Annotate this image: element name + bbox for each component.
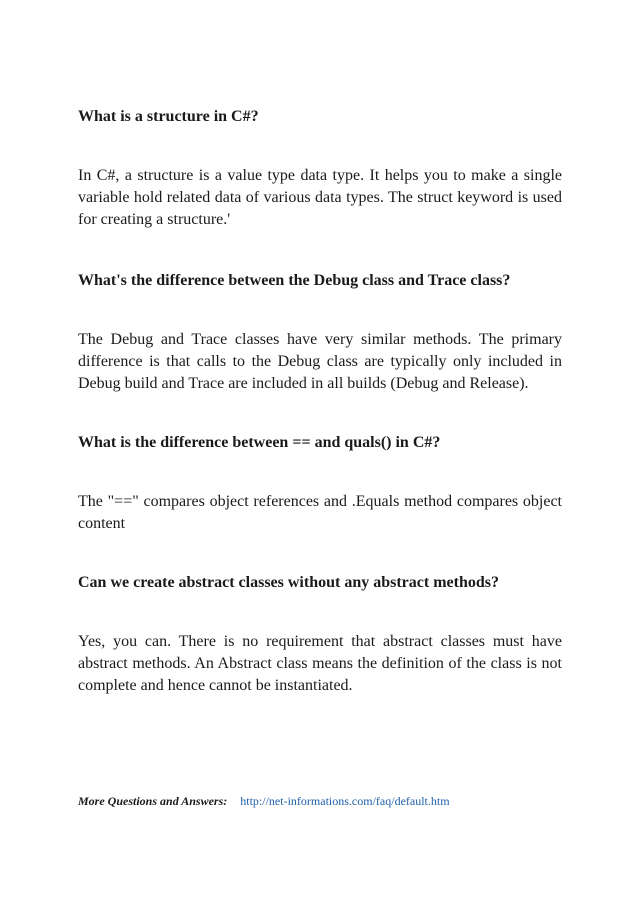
answer-paragraph: The Debug and Trace classes have very similar methods. The primary difference is that calls to the Debug class are typically only included in Debug build and Trace are included in all builds (Debug and Release). <box>78 331 562 392</box>
answer-paragraph: The "==" compares object references and .Equals method compares object content <box>78 493 562 532</box>
footer-label: More Questions and Answers: <box>78 794 228 808</box>
faq-link[interactable]: http://net-informations.com/faq/default.htm <box>240 794 450 808</box>
question-heading: What's the difference between the Debug class and Trace class? <box>78 272 511 289</box>
answer-paragraph: Yes, you can. There is no requirement that abstract classes must have abstract methods. An Abstract class means the definition of the class is not complete and hence cannot be instantiated. <box>78 633 562 694</box>
question-heading: What is the difference between == and quals() in C#? <box>78 434 441 451</box>
answer-paragraph: In C#, a structure is a value type data type. It helps you to make a single variable hold related data of various data types. The struct keyword is used for creating a structure.' <box>78 167 562 228</box>
document-page <box>78 0 562 903</box>
question-heading: Can we create abstract classes without any abstract methods? <box>78 574 499 591</box>
question-heading: What is a structure in C#? <box>78 108 259 125</box>
footer <box>78 793 450 809</box>
